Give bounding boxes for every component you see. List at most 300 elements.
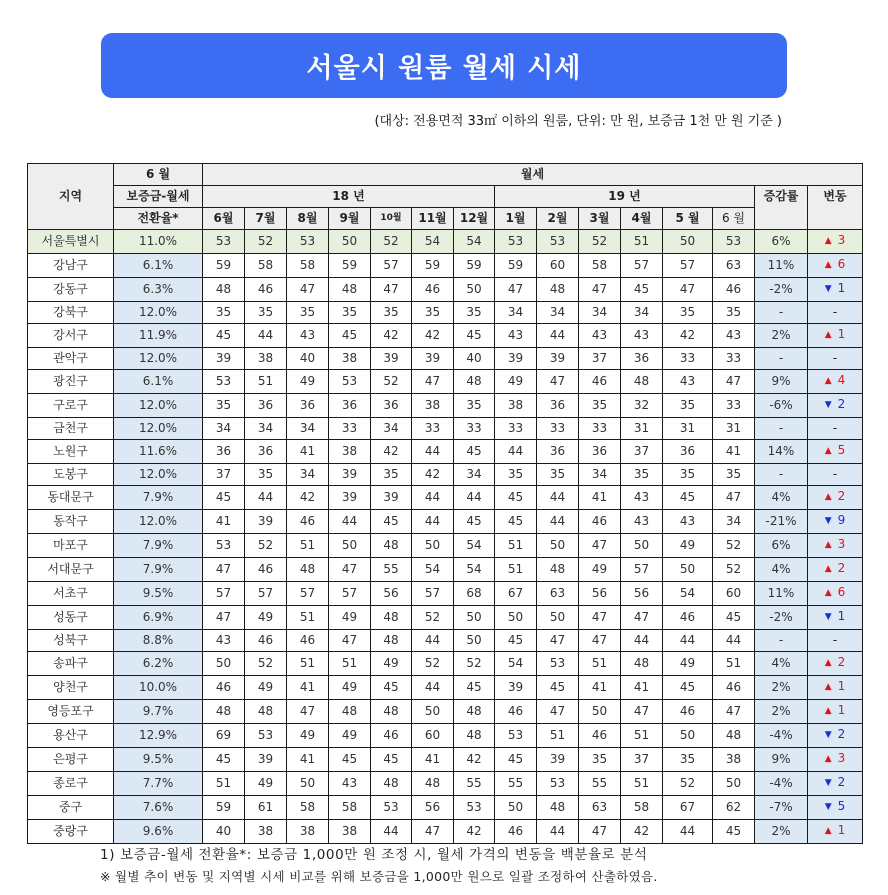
monthly-rent-value: 47 [412,370,454,394]
monthly-rent-value: 59 [203,796,245,820]
monthly-rent-value: 39 [412,348,454,370]
variation [808,534,863,558]
conversion-rate: 11.9% [114,324,203,348]
monthly-rent-value: 34 [287,418,329,440]
monthly-rent-value: 45 [713,606,755,630]
monthly-rent-value: 46 [412,278,454,302]
monthly-rent-value: 49 [245,606,287,630]
table-row [28,676,863,700]
variation-value: 5 [837,799,846,813]
monthly-rent-value: 36 [245,394,287,418]
monthly-rent-value: 31 [713,418,755,440]
header-region: 지역 [28,164,114,230]
conversion-rate: 12.0% [114,510,203,534]
triangle-down-icon: ▼ [824,284,832,294]
monthly-rent-value: 49 [329,676,371,700]
monthly-rent-value: 69 [203,724,245,748]
monthly-rent-value: 53 [371,796,412,820]
monthly-rent-value: 43 [621,486,663,510]
monthly-rent-value: 34 [245,418,287,440]
monthly-rent-value: 37 [621,440,663,464]
table-row [28,748,863,772]
conversion-rate: 9.5% [114,748,203,772]
monthly-rent-value: 46 [245,558,287,582]
monthly-rent-value: 46 [495,820,537,844]
monthly-rent-value: 61 [245,796,287,820]
monthly-rent-value: 36 [579,440,621,464]
monthly-rent-value: 38 [287,820,329,844]
header-month-19-1: 1월 [495,208,537,230]
monthly-rent-value: 47 [713,700,755,724]
monthly-rent-value: 44 [537,510,579,534]
monthly-rent-value: 47 [663,278,713,302]
header-month-19-3: 3월 [579,208,621,230]
monthly-rent-value: 58 [329,796,371,820]
monthly-rent-value: 51 [495,558,537,582]
monthly-rent-value: 37 [203,464,245,486]
monthly-rent-value: 55 [495,772,537,796]
monthly-rent-value: 60 [537,254,579,278]
monthly-rent-value: 35 [203,394,245,418]
monthly-rent-value: 42 [454,820,495,844]
table-body [28,230,863,844]
monthly-rent-value: 59 [495,254,537,278]
triangle-up-icon: ▲ [824,260,832,270]
monthly-rent-value: 35 [713,464,755,486]
variation-value: 3 [837,233,846,247]
monthly-rent-value: 51 [203,772,245,796]
monthly-rent-value: 39 [245,748,287,772]
monthly-rent-value: 57 [245,582,287,606]
change-rate: 2% [755,676,808,700]
monthly-rent-value: 46 [579,724,621,748]
change-rate: 6% [755,230,808,254]
header-month-19-4: 4월 [621,208,663,230]
monthly-rent-value: 54 [663,582,713,606]
monthly-rent-value: 52 [663,772,713,796]
monthly-rent-value: 53 [203,230,245,254]
monthly-rent-value: 39 [495,348,537,370]
monthly-rent-value: 35 [663,748,713,772]
monthly-rent-value: 52 [713,534,755,558]
monthly-rent-value: 52 [454,652,495,676]
monthly-rent-value: 50 [329,534,371,558]
monthly-rent-value: 52 [713,558,755,582]
monthly-rent-value: 31 [663,418,713,440]
monthly-rent-value: 44 [537,486,579,510]
conversion-rate: 7.9% [114,534,203,558]
monthly-rent-value: 50 [412,534,454,558]
table-row [28,606,863,630]
monthly-rent-value: 42 [371,324,412,348]
monthly-rent-value: 35 [495,464,537,486]
monthly-rent-value: 45 [203,486,245,510]
monthly-rent-value: 57 [203,582,245,606]
monthly-rent-value: 50 [495,606,537,630]
monthly-rent-value: 44 [245,324,287,348]
monthly-rent-value: 34 [495,302,537,324]
monthly-rent-value: 38 [713,748,755,772]
monthly-rent-value: 52 [579,230,621,254]
monthly-rent-value: 41 [621,676,663,700]
monthly-rent-value: 46 [245,278,287,302]
monthly-rent-value: 41 [579,676,621,700]
monthly-rent-value: 51 [537,724,579,748]
monthly-rent-value: 47 [579,820,621,844]
monthly-rent-value: 44 [329,510,371,534]
conversion-rate: 6.1% [114,370,203,394]
conversion-rate: 9.7% [114,700,203,724]
conversion-rate: 6.2% [114,652,203,676]
variation-value: 1 [837,703,846,717]
triangle-up-icon: ▲ [824,376,832,386]
monthly-rent-value: 48 [713,724,755,748]
region-name: 성북구 [28,630,114,652]
header-month-18-7: 7월 [245,208,287,230]
monthly-rent-value: 36 [203,440,245,464]
monthly-rent-value: 45 [495,630,537,652]
change-rate: -4% [755,724,808,748]
monthly-rent-value: 36 [287,394,329,418]
monthly-rent-value: 43 [713,324,755,348]
monthly-rent-value: 47 [713,370,755,394]
variation [808,370,863,394]
monthly-rent-value: 35 [663,464,713,486]
variation [808,324,863,348]
monthly-rent-value: 35 [579,394,621,418]
monthly-rent-value: 36 [621,348,663,370]
monthly-rent-value: 50 [537,606,579,630]
monthly-rent-value: 39 [329,486,371,510]
monthly-rent-value: 51 [579,652,621,676]
region-name: 중구 [28,796,114,820]
triangle-up-icon: ▲ [824,682,832,692]
region-name: 송파구 [28,652,114,676]
monthly-rent-value: 53 [203,534,245,558]
monthly-rent-value: 52 [245,230,287,254]
region-name: 동작구 [28,510,114,534]
monthly-rent-value: 55 [579,772,621,796]
monthly-rent-value: 43 [495,324,537,348]
variation-value: 2 [837,775,846,789]
monthly-rent-value: 37 [579,348,621,370]
table-row [28,254,863,278]
variation [808,302,863,324]
conversion-rate: 9.6% [114,820,203,844]
monthly-rent-value: 35 [454,302,495,324]
monthly-rent-value: 45 [371,676,412,700]
table-row [28,302,863,324]
monthly-rent-value: 60 [412,724,454,748]
monthly-rent-value: 49 [663,534,713,558]
monthly-rent-value: 36 [245,440,287,464]
subtitle-note: (대상: 전용면적 33㎡ 이하의 원룸, 단위: 만 원, 보증금 1천 만 원 기준 ) [374,114,782,129]
monthly-rent-value: 46 [371,724,412,748]
variation-value: - [832,351,838,365]
change-rate: -2% [755,606,808,630]
table-row [28,370,863,394]
triangle-up-icon: ▲ [824,588,832,598]
monthly-rent-value: 42 [454,748,495,772]
variation [808,464,863,486]
monthly-rent-value: 47 [579,606,621,630]
monthly-rent-value: 44 [454,486,495,510]
monthly-rent-value: 35 [663,394,713,418]
header-row-1 [28,164,863,186]
table-row [28,558,863,582]
monthly-rent-value: 55 [371,558,412,582]
monthly-rent-value: 54 [412,558,454,582]
monthly-rent-value: 35 [287,302,329,324]
monthly-rent-value: 48 [537,796,579,820]
monthly-rent-value: 44 [412,486,454,510]
rent-table [27,163,863,844]
monthly-rent-value: 53 [203,370,245,394]
variation-value: - [832,421,838,435]
region-name: 서초구 [28,582,114,606]
conversion-rate: 10.0% [114,676,203,700]
monthly-rent-value: 50 [621,534,663,558]
header-month-18-10: 10월 [371,208,412,230]
monthly-rent-value: 36 [537,440,579,464]
change-rate: -7% [755,796,808,820]
monthly-rent-value: 44 [663,630,713,652]
monthly-rent-value: 48 [371,534,412,558]
monthly-rent-value: 35 [371,464,412,486]
monthly-rent-value: 44 [713,630,755,652]
monthly-rent-value: 49 [579,558,621,582]
monthly-rent-value: 58 [621,796,663,820]
monthly-rent-value: 45 [713,820,755,844]
monthly-rent-value: 50 [663,230,713,254]
table-row [28,418,863,440]
monthly-rent-value: 44 [412,440,454,464]
variation-value: 2 [837,489,846,503]
header-year-19: 19 년 [495,186,755,208]
monthly-rent-value: 43 [663,510,713,534]
monthly-rent-value: 50 [203,652,245,676]
monthly-rent-value: 46 [495,700,537,724]
triangle-down-icon: ▼ [824,730,832,740]
monthly-rent-value: 39 [203,348,245,370]
monthly-rent-value: 44 [663,820,713,844]
variation [808,676,863,700]
monthly-rent-value: 45 [371,510,412,534]
monthly-rent-value: 42 [663,324,713,348]
monthly-rent-value: 68 [454,582,495,606]
variation-value: 1 [837,609,846,623]
monthly-rent-value: 33 [412,418,454,440]
monthly-rent-value: 34 [287,464,329,486]
header-variation: 변동 [808,186,863,230]
monthly-rent-value: 35 [412,302,454,324]
region-name: 마포구 [28,534,114,558]
monthly-rent-value: 53 [495,230,537,254]
monthly-rent-value: 34 [713,510,755,534]
monthly-rent-value: 49 [663,652,713,676]
monthly-rent-value: 46 [713,278,755,302]
region-name: 용산구 [28,724,114,748]
variation-value: 2 [837,561,846,575]
header-month-19-6: 6 월 [713,208,755,230]
monthly-rent-value: 47 [203,606,245,630]
region-name: 양천구 [28,676,114,700]
monthly-rent-value: 47 [329,558,371,582]
table-row [28,394,863,418]
monthly-rent-value: 44 [621,630,663,652]
variation [808,440,863,464]
monthly-rent-value: 33 [579,418,621,440]
monthly-rent-value: 36 [663,440,713,464]
monthly-rent-value: 48 [621,652,663,676]
table-row [28,820,863,844]
triangle-up-icon: ▲ [824,564,832,574]
region-name: 구로구 [28,394,114,418]
conversion-rate: 12.0% [114,348,203,370]
monthly-rent-value: 48 [329,278,371,302]
monthly-rent-value: 51 [287,652,329,676]
monthly-rent-value: 40 [454,348,495,370]
conversion-rate: 7.6% [114,796,203,820]
monthly-rent-value: 31 [621,418,663,440]
monthly-rent-value: 40 [203,820,245,844]
monthly-rent-value: 33 [329,418,371,440]
variation-value: 1 [837,823,846,837]
monthly-rent-value: 46 [287,630,329,652]
monthly-rent-value: 47 [713,486,755,510]
variation-value: - [832,467,838,481]
monthly-rent-value: 48 [537,278,579,302]
monthly-rent-value: 46 [663,606,713,630]
monthly-rent-value: 45 [537,676,579,700]
table-row [28,348,863,370]
variation [808,652,863,676]
table-row [28,700,863,724]
monthly-rent-value: 53 [329,370,371,394]
monthly-rent-value: 44 [412,630,454,652]
change-rate: 11% [755,254,808,278]
monthly-rent-value: 45 [495,510,537,534]
monthly-rent-value: 59 [454,254,495,278]
table-row [28,464,863,486]
triangle-up-icon: ▲ [824,658,832,668]
conversion-rate: 12.9% [114,724,203,748]
header-rate-line3: 전환율* [114,208,203,230]
monthly-rent-value: 54 [412,230,454,254]
monthly-rent-value: 47 [621,606,663,630]
variation [808,394,863,418]
monthly-rent-value: 35 [454,394,495,418]
change-rate: 6% [755,534,808,558]
triangle-up-icon: ▲ [824,826,832,836]
triangle-up-icon: ▲ [824,330,832,340]
variation-value: 4 [837,373,846,387]
header-rate-line2: 보증금-월세 [114,186,203,208]
variation [808,630,863,652]
monthly-rent-value: 34 [537,302,579,324]
table-row [28,796,863,820]
page-title: 서울시 원룸 월세 시세 [306,53,582,84]
monthly-rent-value: 44 [245,486,287,510]
monthly-rent-value: 55 [454,772,495,796]
change-rate: 11% [755,582,808,606]
region-name: 동대문구 [28,486,114,510]
monthly-rent-value: 67 [495,582,537,606]
monthly-rent-value: 56 [371,582,412,606]
monthly-rent-value: 46 [203,676,245,700]
monthly-rent-value: 48 [454,370,495,394]
variation [808,582,863,606]
monthly-rent-value: 34 [579,302,621,324]
header-rate-line1: 6 월 [114,164,203,186]
monthly-rent-value: 50 [454,278,495,302]
region-name: 관악구 [28,348,114,370]
monthly-rent-value: 49 [329,724,371,748]
monthly-rent-value: 47 [579,630,621,652]
change-rate: - [755,464,808,486]
table-row [28,324,863,348]
variation [808,558,863,582]
triangle-up-icon: ▲ [824,236,832,246]
change-rate: 14% [755,440,808,464]
monthly-rent-value: 50 [663,724,713,748]
monthly-rent-value: 44 [537,820,579,844]
monthly-rent-value: 47 [621,700,663,724]
monthly-rent-value: 48 [412,772,454,796]
monthly-rent-value: 45 [454,324,495,348]
monthly-rent-value: 47 [579,534,621,558]
monthly-rent-value: 50 [495,796,537,820]
monthly-rent-value: 54 [495,652,537,676]
monthly-rent-value: 43 [621,324,663,348]
monthly-rent-value: 48 [371,700,412,724]
monthly-rent-value: 39 [495,676,537,700]
region-name: 금천구 [28,418,114,440]
monthly-rent-value: 51 [287,534,329,558]
monthly-rent-value: 48 [203,700,245,724]
monthly-rent-value: 51 [245,370,287,394]
monthly-rent-value: 48 [203,278,245,302]
monthly-rent-value: 57 [663,254,713,278]
change-rate: - [755,302,808,324]
change-rate: 9% [755,370,808,394]
monthly-rent-value: 34 [579,464,621,486]
monthly-rent-value: 53 [287,230,329,254]
conversion-rate: 6.9% [114,606,203,630]
monthly-rent-value: 38 [245,820,287,844]
monthly-rent-value: 38 [495,394,537,418]
region-name: 서대문구 [28,558,114,582]
variation-value: 1 [837,327,846,341]
region-name: 강동구 [28,278,114,302]
monthly-rent-value: 51 [495,534,537,558]
monthly-rent-value: 67 [663,796,713,820]
region-name: 은평구 [28,748,114,772]
monthly-rent-value: 63 [579,796,621,820]
conversion-rate: 7.7% [114,772,203,796]
monthly-rent-value: 48 [371,630,412,652]
monthly-rent-value: 35 [203,302,245,324]
conversion-rate: 11.0% [114,230,203,254]
monthly-rent-value: 47 [537,630,579,652]
table-row [28,440,863,464]
change-rate: - [755,348,808,370]
monthly-rent-value: 54 [454,558,495,582]
monthly-rent-value: 33 [537,418,579,440]
monthly-rent-value: 51 [621,772,663,796]
monthly-rent-value: 50 [537,534,579,558]
monthly-rent-value: 45 [495,486,537,510]
